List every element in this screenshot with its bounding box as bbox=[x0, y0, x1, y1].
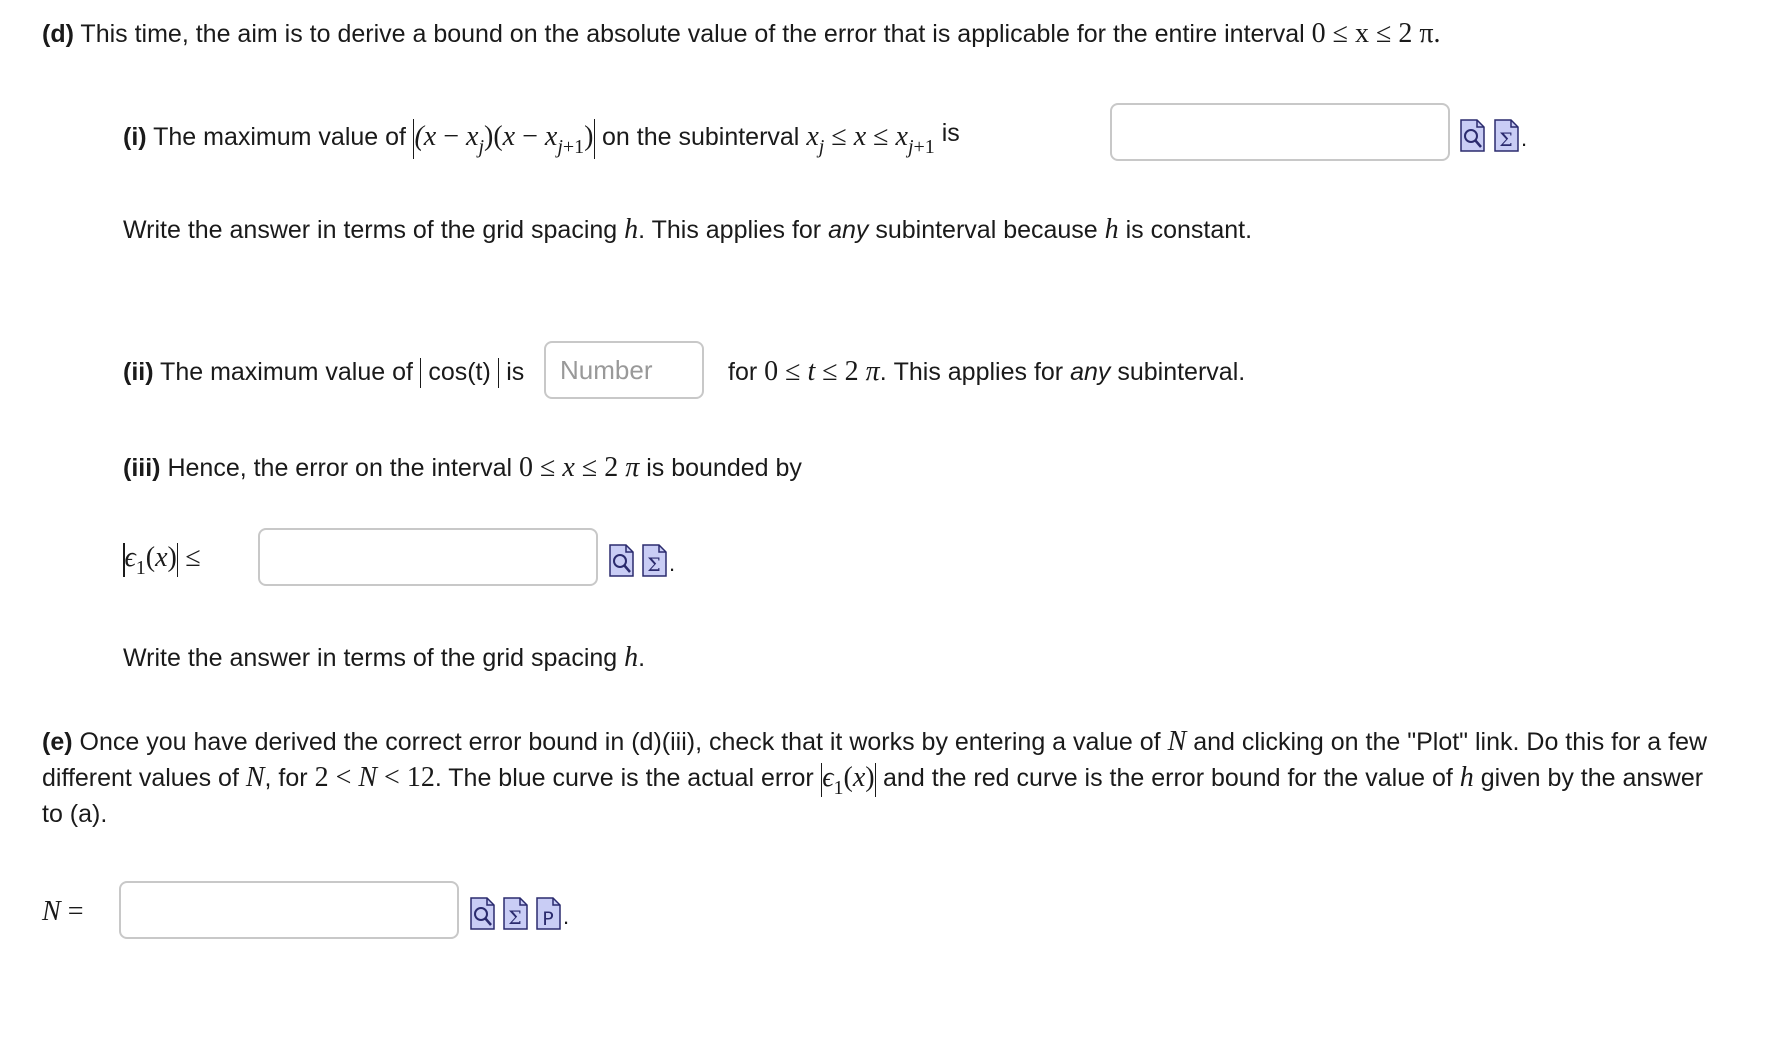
part-ii-for: for bbox=[728, 358, 758, 386]
preview-icon bbox=[1460, 119, 1485, 152]
part-i-note-middle2: subinterval because bbox=[875, 216, 1098, 244]
part-d-label: (d) bbox=[42, 20, 74, 48]
n-equation-button[interactable] bbox=[503, 897, 528, 930]
part-iii-text: Hence, the error on the interval bbox=[167, 454, 513, 482]
part-e-line3: to (a). bbox=[42, 800, 108, 828]
part-ii-end: subinterval. bbox=[1117, 358, 1246, 386]
part-i-question bbox=[123, 115, 960, 165]
part-i-label: (i) bbox=[123, 123, 147, 151]
svg-text:Σ: Σ bbox=[508, 907, 522, 929]
part-i-answer-input[interactable] bbox=[1110, 103, 1450, 161]
svg-text:Σ: Σ bbox=[1499, 129, 1513, 151]
part-iii-preview-button[interactable] bbox=[609, 544, 634, 577]
plot-button[interactable] bbox=[536, 897, 561, 930]
part-iii-label: (iii) bbox=[123, 454, 161, 482]
part-i-suffix: is bbox=[941, 119, 960, 147]
part-i-note bbox=[123, 212, 1252, 248]
preview-icon bbox=[470, 897, 495, 930]
part-e-abs-error: $\epsilon_1(x)$ bbox=[822, 762, 875, 799]
part-d-intro bbox=[42, 16, 1441, 52]
part-i-preview-button[interactable] bbox=[1460, 119, 1485, 152]
part-iii-note-end: . bbox=[638, 644, 646, 672]
part-iii-equation-button[interactable] bbox=[642, 544, 667, 577]
part-e-label: (e) bbox=[42, 728, 73, 756]
part-e-line1-b: and clicking on the "Plot" link. Do this for a few bbox=[1193, 728, 1708, 756]
part-e-line2-N: N bbox=[245, 762, 265, 793]
part-e-range: 2 < N < 12 bbox=[314, 762, 435, 793]
part-e-line2-d: and the red curve is the error bound for the value of bbox=[883, 764, 1453, 792]
part-e-line-1 bbox=[42, 724, 1707, 760]
part-ii-question-left bbox=[123, 354, 524, 390]
part-i-note-any: any bbox=[828, 216, 869, 244]
n-value-input[interactable] bbox=[119, 881, 459, 939]
equation-helper-icon bbox=[1494, 119, 1519, 152]
part-d-text: This time, the aim is to derive a bound on the absolute value of the error that is applicable for the entire interval bbox=[80, 20, 1305, 48]
part-e-line1-a: Once you have derived the correct error bound in (d)(iii), check that it works by entering a value of bbox=[79, 728, 1161, 756]
part-ii-prefix: The maximum value of bbox=[160, 358, 413, 386]
part-iii-bound-input[interactable] bbox=[258, 528, 598, 586]
plot-icon bbox=[536, 897, 561, 930]
part-i-note-h2: h bbox=[1104, 214, 1119, 245]
part-e-line2-c: . The blue curve is the actual error bbox=[434, 764, 814, 792]
plot-icon-letter: P bbox=[542, 908, 554, 930]
n-label: N = bbox=[42, 896, 84, 927]
part-iii-question bbox=[123, 450, 802, 486]
part-ii-func: cos(t) bbox=[428, 358, 491, 386]
preview-icon bbox=[609, 544, 634, 577]
equation-helper-icon bbox=[642, 544, 667, 577]
error-bound-label: $\epsilon_1(x)$ ≤ bbox=[124, 542, 201, 579]
part-i-note-middle: . This applies for bbox=[638, 216, 822, 244]
n-period: . bbox=[563, 904, 570, 929]
equation-helper-icon bbox=[503, 897, 528, 930]
part-i-equation-button[interactable] bbox=[1494, 119, 1519, 152]
part-iii-range: 0 ≤ x ≤ 2 π bbox=[519, 452, 640, 483]
part-ii-range: 0 ≤ t ≤ 2 π bbox=[764, 356, 880, 387]
part-e-line1-N: N bbox=[1167, 726, 1187, 757]
part-ii-any: any bbox=[1070, 358, 1111, 386]
part-i-expression: $(x - x_j)(x - x_{j+1})$ bbox=[413, 121, 602, 152]
part-iii-note bbox=[123, 640, 645, 676]
part-e-line2-a: different values of bbox=[42, 764, 239, 792]
part-i-note-h: h bbox=[624, 214, 639, 245]
part-i-subinterval: $x_j \le x \le x_{j+1}$ bbox=[806, 121, 935, 158]
n-preview-button[interactable] bbox=[470, 897, 495, 930]
part-e-line-3 bbox=[42, 796, 107, 832]
part-i-period: . bbox=[1521, 126, 1528, 151]
part-i-prefix: The maximum value of bbox=[153, 123, 406, 151]
part-iii-note-h: h bbox=[624, 642, 639, 673]
part-i-note-end: is constant. bbox=[1125, 216, 1253, 244]
part-ii-after: . This applies for bbox=[879, 358, 1064, 386]
part-iii-period: . bbox=[669, 551, 676, 576]
part-ii-is: is bbox=[506, 358, 525, 386]
part-e-line2-e: given by the answer bbox=[1480, 764, 1704, 792]
part-e-line-2 bbox=[42, 760, 1703, 806]
part-i-note-prefix: Write the answer in terms of the grid spacing bbox=[123, 216, 618, 244]
part-ii-question-right bbox=[728, 354, 1245, 390]
part-ii-label: (ii) bbox=[123, 358, 154, 386]
part-i-middle: on the subinterval bbox=[602, 123, 800, 151]
part-e-line2-b: , for bbox=[264, 764, 308, 792]
svg-text:Σ: Σ bbox=[647, 554, 661, 576]
part-iii-note-prefix: Write the answer in terms of the grid spacing bbox=[123, 644, 618, 672]
part-d-interval: 0 ≤ x ≤ 2 π. bbox=[1311, 18, 1441, 49]
part-ii-number-input[interactable] bbox=[544, 341, 704, 399]
part-e-line2-h: h bbox=[1459, 762, 1474, 793]
part-iii-end: is bounded by bbox=[646, 454, 802, 482]
